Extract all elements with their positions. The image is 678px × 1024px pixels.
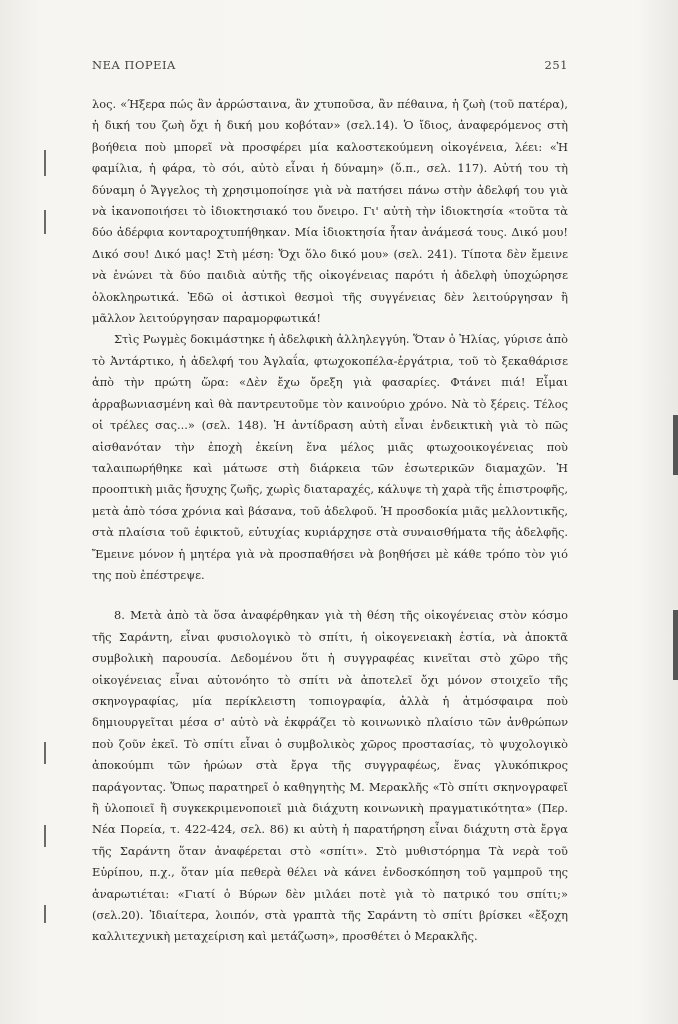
- margin-mark: [44, 210, 46, 234]
- page-header: [92, 58, 568, 72]
- page-number: 251: [544, 58, 568, 72]
- margin-mark: [44, 150, 46, 176]
- paragraph-1: λος. «Ήξερα πώς ἂν ἀρρώσταινα, ἂν χτυποῦσα, ἂν πέθαινα, ἡ ζωὴ (τοῦ πατέρα), ἡ δική του ζωὴ ὄχι ἡ δική μου κοβόταν» (σελ.14). Ὁ ἴδιος, ἀναφερόμενος στὴ βοήθεια ποὺ μπορεῖ νὰ προσφέρει μία καλοστεκούμενη οἰκογένεια, λέει: «Ἡ φαμίλια, ἡ φάρα, τὸ σόι, αὐτὸ εἶναι ἡ δύναμη» (ὅ.π., σελ. 117). Αὐτή του τὴ δύναμη ὁ Ἄγγελος τὴ χρησιμοποίησε γιὰ νὰ πατήσει πάνω στὴν ἀδελφή του γιὰ νὰ ἱκανοποιήσει τὸ ἰδιοκτησιακό του ὄνειρο. Γι' αὐτὴ τὴν ἰδιοκτησία «τοῦτα τὰ δύο ἀδέρφια κονταροχτυπήθηκαν. Μία ἰδιοκτησία ἦταν ἀνάμεσά τους. Δικό μου! Δικό σου! Δικό μας! Στὴ μέση: Ὄχι ὅλο δικό μου» (σελ. 241). Τίποτα δὲν ἔμεινε νὰ ἑνώνει τὰ δύο παιδιὰ αὐτῆς τῆς οἰκογένειας παρότι ἡ ἀδελφὴ ὑποχώρησε ὁλοκληρωτικά. Ἐδῶ οἱ ἀστικοὶ θεσμοὶ τῆς συγγένειας δὲν λειτούργησαν ἢ μᾶλλον λειτούργησαν παραμορφωτικά!: [92, 97, 568, 326]
- margin-mark: [44, 905, 46, 923]
- margin-mark: [44, 825, 46, 847]
- paragraph-3: 8. Μετὰ ἀπὸ τὰ ὅσα ἀναφέρθηκαν γιὰ τὴ θέση τῆς οἰκογένειας στὸν κόσμο τῆς Σαράντη, εἶναι φυσιολογικὸ τὸ σπίτι, ἡ οἰκογενειακὴ ἑστία, νὰ ἀποκτᾶ συμβολικὴ παρουσία. Δεδομένου ὅτι ἡ συγγραφέας κινεῖται στὸ χῶρο τῆς οἰκογένειας εἶναι αὐτονόητο τὸ σπίτι νὰ ἀποτελεῖ ὄχι μόνον στοιχεῖο τῆς σκηνογραφίας, μία περίκλειστη τοπιογραφία, ἀλλὰ ἡ ἀτμόσφαιρα ποὺ δημιουργεῖται μέσα σ' αὐτὸ νὰ ἐκφράζει τὸ κοινωνικὸ πλαίσιο τῶν ἀνθρώπων ποὺ ζοῦν ἐκεῖ. Τὸ σπίτι εἶναι ὁ συμβολικὸς χῶρος προστασίας, τὸ ψυχολογικὸ ἀποκούμπι τῶν ἡρώων στὰ ἔργα τῆς συγγραφέως, ἕνας γλυκόπικρος παράγοντας. Ὅπως παρατηρεῖ ὁ καθηγητὴς Μ. Μερακλῆς «Τὸ σπίτι σκηνογραφεῖ ἢ ὑλοποιεῖ ἢ συγκεκριμενοποιεῖ μιὰ διάχυτη κοινωνικὴ πραγματικότητα» (Περ. Νέα Πορεία, τ. 422-424, σελ. 86) κι αὐτὴ ἡ παρατήρηση εἶναι διάχυτη στὰ ἔργα τῆς Σαράντη ὅταν ἀναφέρεται στὸ «σπίτι». Στὸ μυθιστόρημα Τὰ νερὰ τοῦ Εὐρίπου, π.χ., ὅταν μία πεθερὰ θέλει νὰ κάνει ἐνδοσκόπηση τοῦ γαμπροῦ της ἀναρωτιέται: «Γιατί ὁ Βύρων δὲν μιλάει ποτὲ γιὰ τὸ πατρικό του σπίτι;» (σελ.20). Ἰδιαίτερα, λοιπόν, στὰ γραπτὰ τῆς Σαράντη τὸ σπίτι βρίσκει «ἔξοχη καλλιτεχνικὴ μεταχείριση καὶ μετάζωση», προσθέτει ὁ Μερακλῆς.: [92, 608, 568, 944]
- body-text: [92, 94, 568, 948]
- page-edge-shadow: [673, 610, 678, 680]
- margin-mark: [44, 742, 46, 764]
- paragraph-2: Στὶς Ρωγμὲς δοκιμάστηκε ἡ ἀδελφικὴ ἀλληλεγγύη. Ὅταν ὁ Ἠλίας, γύρισε ἀπὸ τὸ Ἀντάρτικο, ἡ ἀδελφή του Ἀγλαΐα, φτωχοκοπέλα-ἐργάτρια, τοῦ τὸ ξεκαθάρισε ἀπὸ τὴν πρώτη ὥρα: «Δὲν ἔχω ὄρεξη γιὰ φασαρίες. Φτάνει πιά! Εἶμαι ἀρραβωνιασμένη καὶ θὰ παντρευτοῦμε τὸν καινούριο χρόνο. Νὰ τὸ ξέρεις. Τέλος οἱ τρέλες σας...» (σελ. 148). Ἡ ἀντίδραση αὐτὴ εἶναι ἐνδεικτικὴ γιὰ τὸ πῶς αἰσθανόταν τὴν ἐποχὴ ἐκείνη ἕνα μέλος μιᾶς φτωχοοικογένειας ποὺ ταλαιπωρήθηκε καὶ μάτωσε στὴ διάρκεια τῶν ἐσωτερικῶν διαμαχῶν. Ἡ προοπτικὴ μιᾶς ἥσυχης ζωῆς, χωρὶς διαταραχές, κάλυψε τὴ χαρὰ τῆς ἐπιστροφῆς, μετὰ ἀπὸ τόσα χρόνια καὶ βάσανα, τοῦ ἀδελφοῦ. Ἡ προσδοκία μιᾶς μελλοντικῆς, στὰ πλαίσια τοῦ ἐφικτοῦ, εὐτυχίας κυριάρχησε στὰ συναισθήματα τῆς ἀδελφῆς. Ἔμεινε μόνον ἡ μητέρα γιὰ νὰ προσπαθήσει νὰ βοηθήσει μὲ κάθε τρόπο τὸν γιό της ποὺ ἐπέστρεψε.: [92, 332, 568, 582]
- running-title: ΝΕΑ ΠΟΡΕΙΑ: [92, 58, 176, 72]
- page-edge-shadow: [673, 415, 678, 475]
